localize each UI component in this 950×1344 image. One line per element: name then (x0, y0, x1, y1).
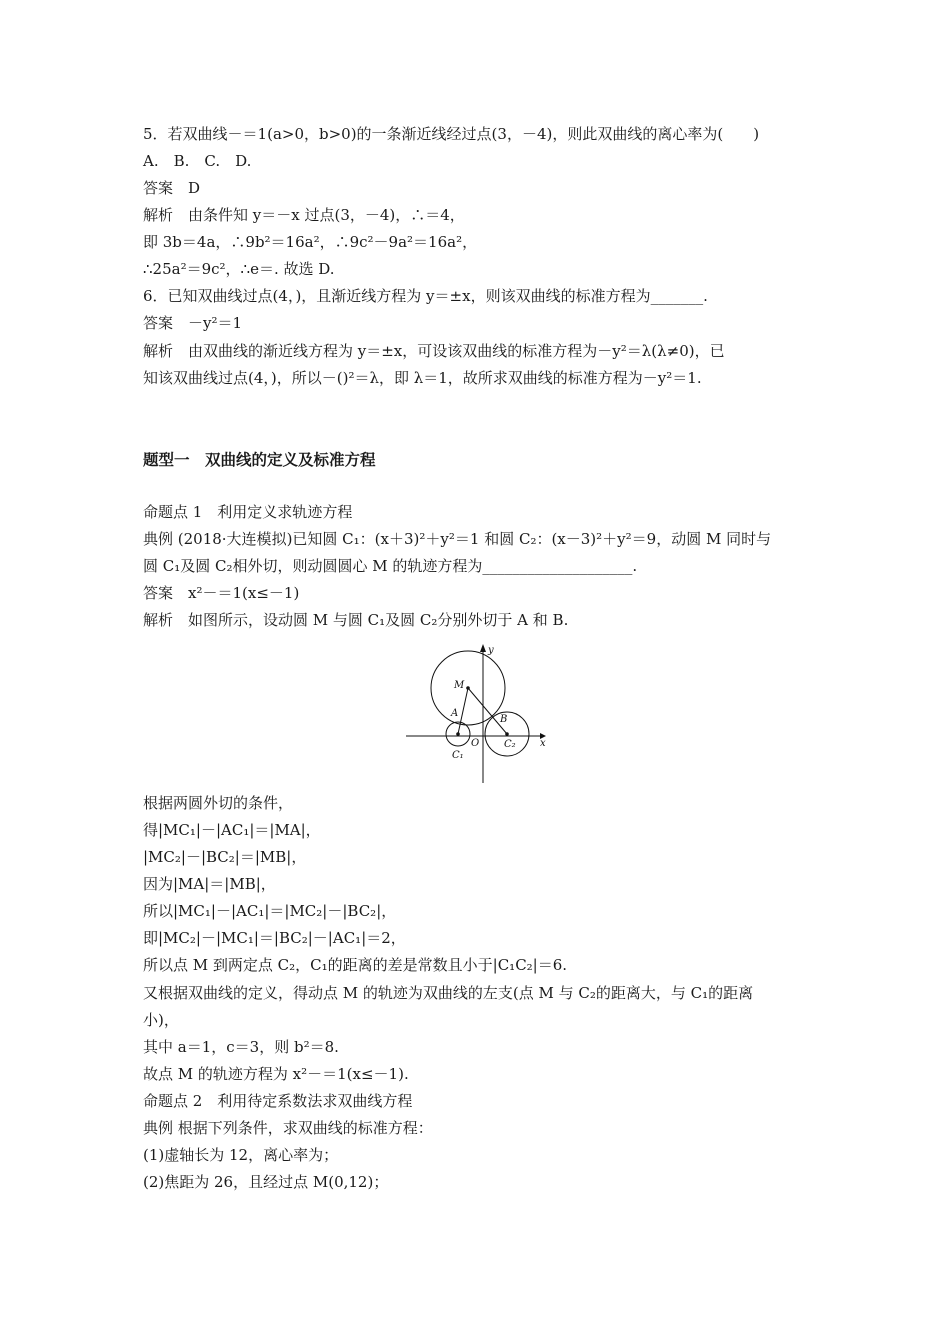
label-c2: C₂ (504, 739, 516, 750)
text-line: 其中 a＝1，c＝3，则 b²＝8. (143, 1038, 339, 1056)
text-line: 知该双曲线过点(4，)，所以－()²＝λ，即 λ＝1，故所求双曲线的标准方程为－y²＝1. (143, 369, 702, 387)
text-line: 小)， (143, 1011, 179, 1029)
text-line: 即|MC₂|－|MC₁|＝|BC₂|－|AC₁|＝2， (143, 929, 406, 947)
text-line: 典例 根据下列条件，求双曲线的标准方程： (143, 1119, 433, 1137)
section-heading: 题型一 双曲线的定义及标准方程 (143, 450, 376, 469)
text-line: 答案 x²－＝1(x≤－1) (143, 584, 300, 602)
text-line: |MC₂|－|BC₂|＝|MB|， (143, 848, 307, 866)
text-line: 圆 C₁及圆 C₂相外切，则动圆圆心 M 的轨迹方程为____________________. (143, 557, 638, 575)
label-m: M (454, 680, 465, 691)
text-line: A. B. C. D. (143, 152, 252, 170)
text-line: 答案 D (143, 179, 201, 197)
label-o: O (471, 738, 480, 749)
text-line: 解析 由条件知 y＝－x 过点(3，－4)，∴＝4， (143, 206, 465, 224)
text-line: 典例 (2018·大连模拟)已知圆 C₁：(x＋3)²＋y²＝1 和圆 C₂：(x－3)²＋y²＝9，动圆 M 同时与 (143, 530, 772, 548)
text-line: 解析 由双曲线的渐近线方程为 y＝±x，可设该双曲线的标准方程为－y²＝λ(λ≠0)，已 (143, 342, 725, 360)
text-line: 命题点 1 利用定义求轨迹方程 (143, 503, 353, 521)
text-line: 即 3b＝4a，∴9b²＝16a²，∴9c²－9a²＝16a²， (143, 233, 478, 251)
text-line: 解析 如图所示，设动圆 M 与圆 C₁及圆 C₂分别外切于 A 和 B. (143, 611, 569, 629)
text-line: (2)焦距为 26，且经过点 M(0,12)； (143, 1173, 389, 1191)
text-line: 根据两圆外切的条件， (143, 794, 294, 812)
text-line: 答案 －y²＝1 (143, 314, 243, 332)
text-line: 6．已知双曲线过点(4，)，且渐近线方程为 y＝±x，则该双曲线的标准方程为_______. (143, 287, 708, 305)
label-x: x (540, 738, 546, 749)
text-line: 因为|MA|＝|MB|， (143, 875, 276, 893)
text-line: 5．若双曲线－＝1(a>0，b>0)的一条渐近线经过点(3，－4)，则此双曲线的离心率为( ) (143, 125, 760, 143)
point-c2 (505, 732, 509, 736)
segment-mc1 (458, 688, 468, 734)
segment-mc2 (468, 688, 507, 734)
text-line: 所以点 M 到两定点 C₂，C₁的距离的差是常数且小于|C₁C₂|＝6. (143, 956, 568, 974)
label-y: y (488, 645, 494, 656)
y-axis-arrow (480, 644, 486, 652)
text-line: (1)虚轴长为 12，离心率为； (143, 1146, 339, 1164)
label-b: B (500, 714, 508, 725)
label-a: A (451, 708, 459, 719)
circles-figure (400, 640, 560, 785)
text-line: 故点 M 的轨迹方程为 x²－＝1(x≤－1). (143, 1065, 409, 1083)
text-line: ∴25a²＝9c²，∴e＝. 故选 D. (143, 260, 335, 278)
text-line: 得|MC₁|－|AC₁|＝|MA|， (143, 821, 321, 839)
text-line: 又根据双曲线的定义，得动点 M 的轨迹为双曲线的左支(点 M 与 C₂的距离大，与 C₁的距离 (143, 984, 754, 1002)
text-line: 所以|MC₁|－|AC₁|＝|MC₂|－|BC₂|， (143, 902, 397, 920)
point-m (466, 686, 470, 690)
text-line: 命题点 2 利用待定系数法求双曲线方程 (143, 1092, 413, 1110)
point-c1 (456, 732, 460, 736)
label-c1: C₁ (452, 750, 464, 761)
